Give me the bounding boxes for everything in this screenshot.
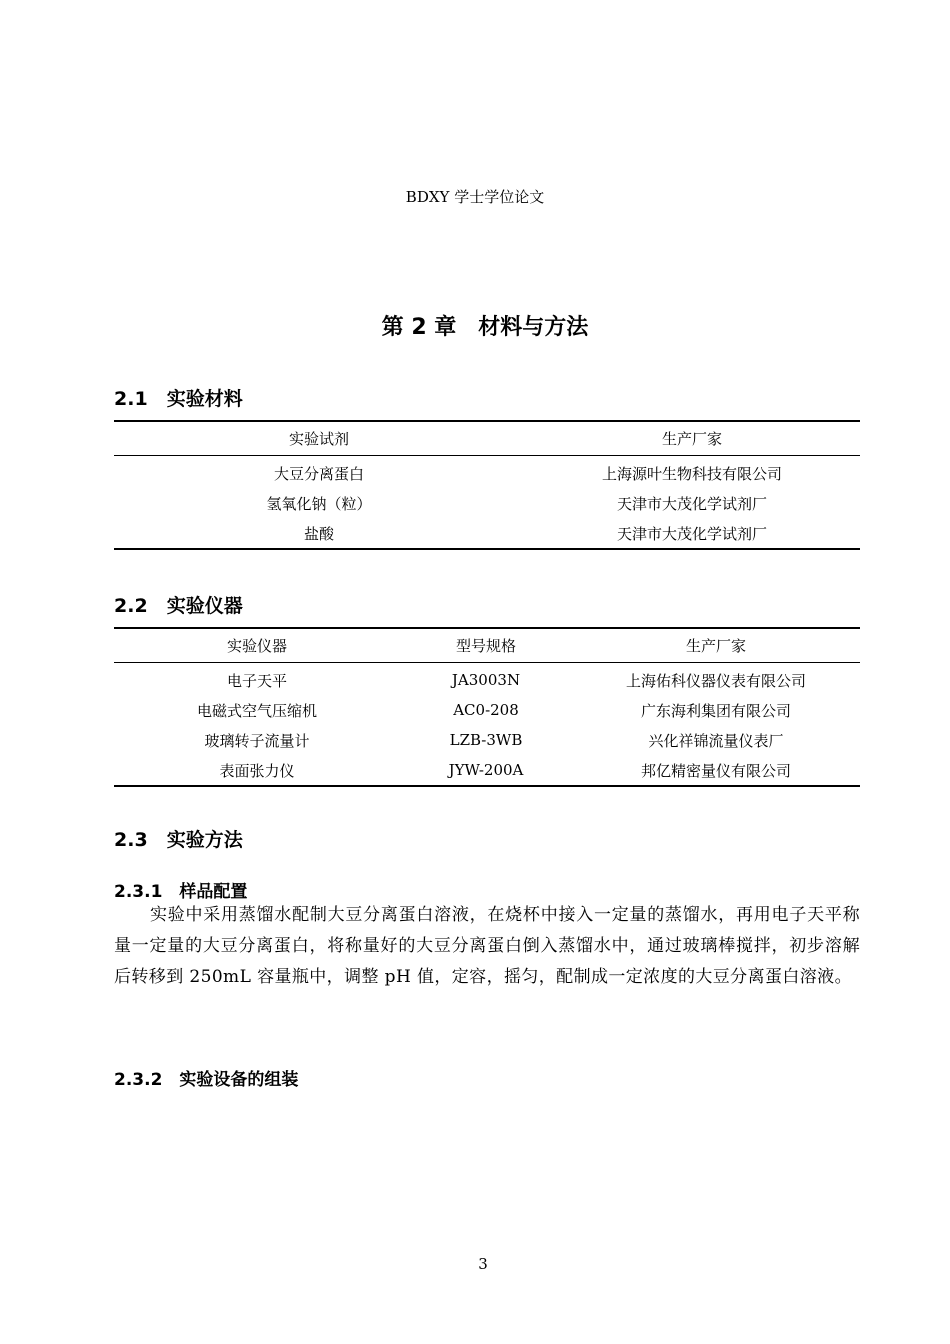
table-cell: 大豆分离蛋白 <box>273 464 364 483</box>
table-row <box>114 755 860 786</box>
body-paragraph: 实验中采用蒸馏水配制大豆分离蛋白溶液，在烧杯中接入一定量的蒸馏水，再用电子天平称量一定量的大豆分离蛋白，将称量好的大豆分离蛋白倒入蒸馏水中，通过玻璃棒搅拌，初步溶解后转移到 250mL 容量瓶中，调整 pH 值，定容，摇匀，配制成一定浓度的大豆分离蛋白溶液。 <box>114 905 860 987</box>
table-row <box>114 725 860 755</box>
subsection-number: 2.3.2 <box>114 1070 163 1090</box>
column-header: 生产厂家 <box>524 421 860 456</box>
table-cell: 广东海利集团有限公司 <box>640 701 791 720</box>
subsection-heading-2-3-2 <box>114 1065 298 1090</box>
column-header: 实验仪器 <box>114 628 400 663</box>
table-cell: JA3003N <box>451 671 521 689</box>
table-header-row <box>114 628 860 663</box>
table-cell: 玻璃转子流量计 <box>204 731 310 750</box>
table-cell: 氢氧化钠（粒） <box>266 494 372 513</box>
table-cell: 兴化祥锦流量仪表厂 <box>648 731 784 750</box>
subsection-title: 样品配置 <box>179 882 248 902</box>
section-number: 2.1 <box>114 388 148 410</box>
table-row <box>114 663 860 696</box>
table-row <box>114 695 860 725</box>
table-row <box>114 456 860 489</box>
table-cell: 电磁式空气压缩机 <box>196 701 317 720</box>
section-heading-2-1 <box>114 384 243 411</box>
instruments-table <box>114 627 860 787</box>
subsection-heading-2-3-1 <box>114 877 247 902</box>
table-cell: LZB-3WB <box>449 731 523 749</box>
table-row <box>114 488 860 518</box>
table-cell: 上海佑科仪器仪表有限公司 <box>625 671 806 690</box>
materials-table <box>114 420 860 550</box>
table-cell: JYW-200A <box>400 755 572 786</box>
section-title: 实验材料 <box>166 388 243 410</box>
table-cell: 表面张力仪 <box>114 755 400 786</box>
table-cell: 天津市大茂化学试剂厂 <box>524 518 860 549</box>
table-cell: 电子天平 <box>226 671 287 690</box>
section-title: 实验仪器 <box>166 595 243 617</box>
table-header-row <box>114 421 860 456</box>
table-cell: 盐酸 <box>114 518 524 549</box>
table-row <box>114 518 860 549</box>
column-header: 生产厂家 <box>572 628 860 663</box>
table-cell: 邦亿精密量仪有限公司 <box>572 755 860 786</box>
column-header: 型号规格 <box>400 628 572 663</box>
section-heading-2-2 <box>114 591 243 618</box>
table-cell: AC0-208 <box>453 701 519 719</box>
page-number: 3 <box>478 1255 488 1273</box>
subsection-number: 2.3.1 <box>114 882 163 902</box>
section-number: 2.3 <box>114 829 148 851</box>
section-number: 2.2 <box>114 595 148 617</box>
column-header: 实验试剂 <box>114 421 524 456</box>
section-title: 实验方法 <box>166 829 243 851</box>
table-cell: 天津市大茂化学试剂厂 <box>616 494 767 513</box>
table-cell: 上海源叶生物科技有限公司 <box>601 464 782 483</box>
section-heading-2-3 <box>114 825 243 852</box>
chapter-title: 第 2 章 材料与方法 <box>381 315 589 340</box>
subsection-title: 实验设备的组装 <box>179 1070 299 1090</box>
running-header: BDXY 学士学位论文 <box>405 188 545 206</box>
